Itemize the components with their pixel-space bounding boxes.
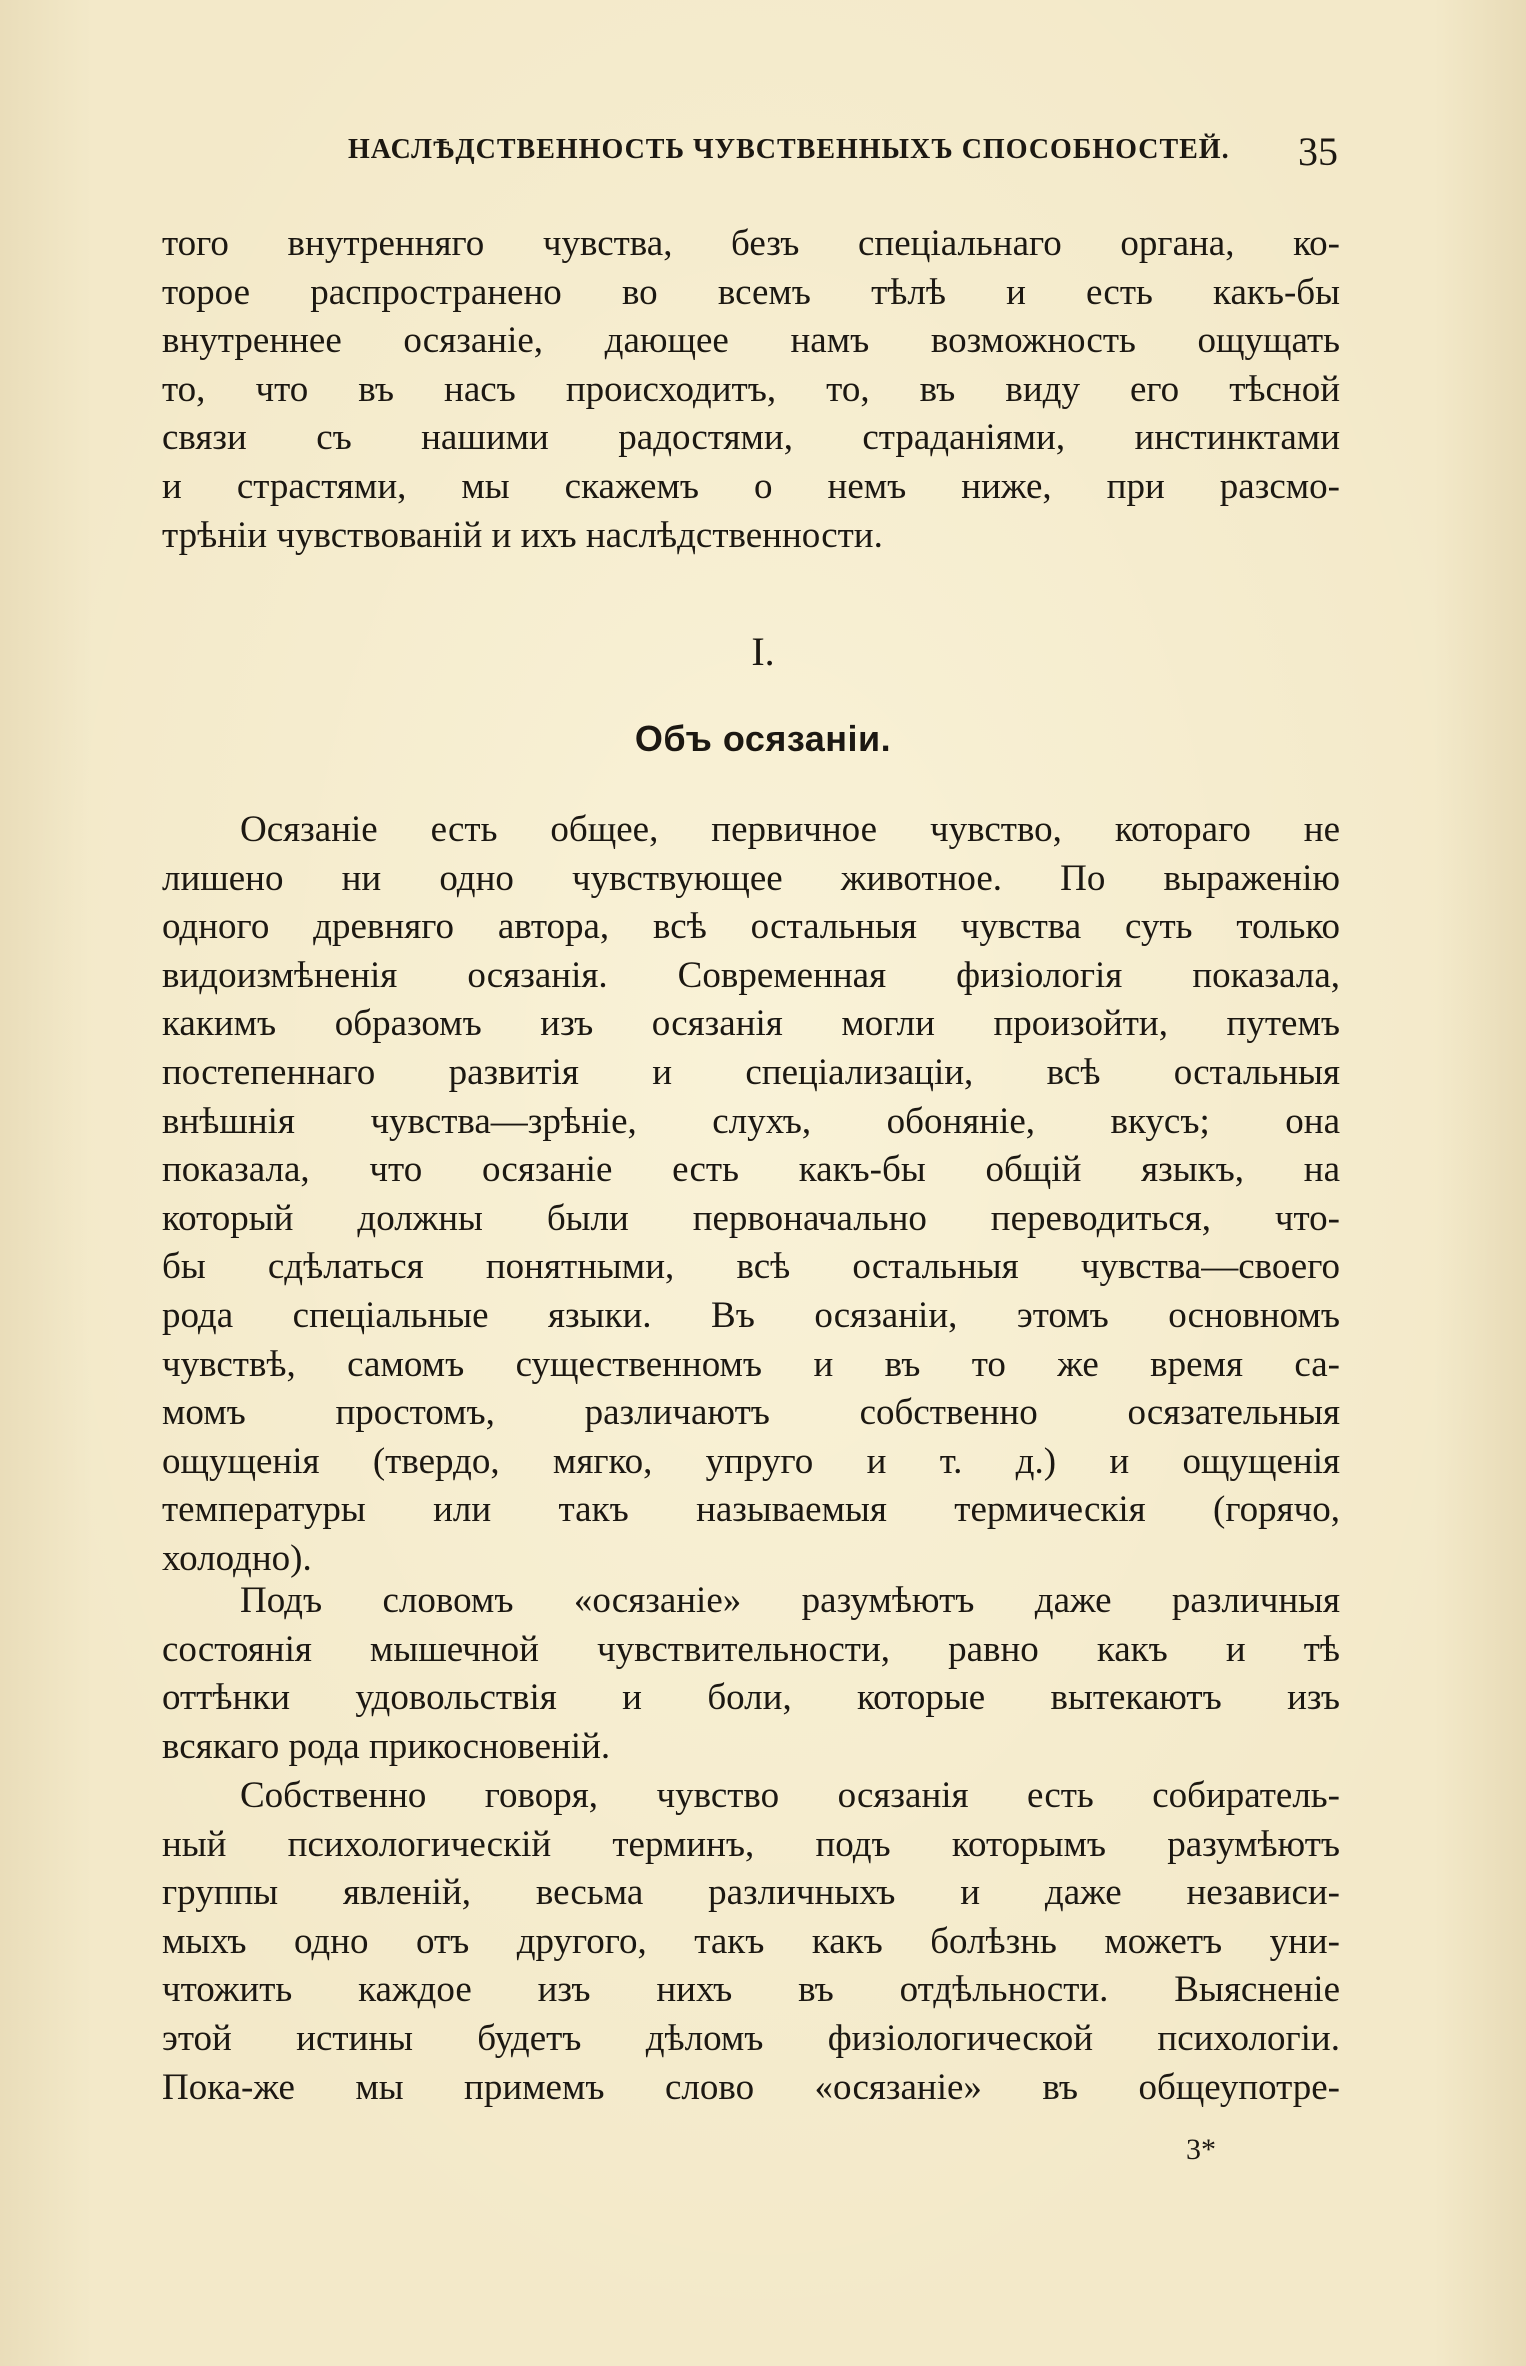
text-line: трѣніи чувствованій и ихъ наслѣдственности. <box>162 514 883 556</box>
text-line: температуры или такъ называемыя термическія (горячо, <box>162 1489 1340 1531</box>
text-line: Пока-же мы примемъ слово «осязаніе» въ общеупотре- <box>162 2066 1340 2108</box>
text-line: который должны были первоначально переводиться, что- <box>162 1197 1340 1239</box>
text-line: всякаго рода прикосновеній. <box>162 1725 611 1767</box>
paragraph-continued <box>162 220 1340 560</box>
paragraph <box>162 806 1340 1584</box>
paragraph <box>162 1772 1340 2112</box>
text-line: внѣшнія чувства—зрѣніе, слухъ, обоняніе, вкусъ; она <box>162 1100 1340 1142</box>
page-number: 35 <box>1298 129 1338 174</box>
text-line: момъ простомъ, различаютъ собственно осязательныя <box>162 1392 1340 1434</box>
text-line: и страстями, мы скажемъ о немъ ниже, при разсмо- <box>162 465 1340 507</box>
text-line: Подъ словомъ «осязаніе» разумѣютъ даже различныя <box>240 1580 1340 1621</box>
text-line: Осязаніе есть общее, первичное чувство, котораго не <box>240 809 1340 850</box>
text-line: одного древняго автора, всѣ остальныя чувства суть только <box>162 906 1340 948</box>
text-line: чтожить каждое изъ нихъ въ отдѣльности. Выясненіе <box>162 1969 1340 2011</box>
text-line: ощущенія (твердо, мягко, упруго и т. д.) и ощущенія <box>162 1440 1340 1482</box>
running-title: НАСЛѢДСТВЕННОСТЬ ЧУВСТВЕННЫХЪ СПОСОБНОСТЕЙ. <box>348 134 1230 165</box>
paragraph <box>162 1577 1340 1771</box>
text-line: Собственно говоря, чувство осязанія есть собиратель- <box>240 1775 1340 1816</box>
text-line: чувствѣ, самомъ существенномъ и въ то же время са- <box>162 1343 1340 1385</box>
text-line: холодно). <box>162 1537 312 1579</box>
text-line: мыхъ одно отъ другого, такъ какъ болѣзнь можетъ уни- <box>162 1920 1340 1962</box>
text-line: торое распространено во всемъ тѣлѣ и есть какъ-бы <box>162 271 1340 313</box>
printer-signature-mark: 3* <box>1186 2133 1216 2166</box>
text-line: лишено ни одно чувствующее животное. По выраженію <box>162 857 1340 899</box>
section-number: I. <box>751 629 775 674</box>
text-line: видоизмѣненія осязанія. Современная физіологія показала, <box>162 954 1340 996</box>
text-line: рода спеціальные языки. Въ осязаніи, этомъ основномъ <box>162 1294 1340 1336</box>
text-line: ный психологическій терминъ, подъ которымъ разумѣютъ <box>162 1823 1340 1865</box>
text-line: то, что въ насъ происходитъ, то, въ виду его тѣсной <box>162 368 1340 410</box>
running-head <box>348 128 1338 178</box>
text-line: бы сдѣлаться понятными, всѣ остальныя чувства—своего <box>162 1246 1340 1288</box>
text-line: оттѣнки удовольствія и боли, которые вытекаютъ изъ <box>162 1677 1340 1719</box>
text-line: постепеннаго развитія и спеціализаціи, всѣ остальныя <box>162 1051 1340 1093</box>
text-line: группы явленій, весьма различныхъ и даже независи- <box>162 1872 1340 1914</box>
section-title: Объ осязаніи. <box>634 718 892 759</box>
text-line: показала, что осязаніе есть какъ-бы общій языкъ, на <box>162 1149 1340 1191</box>
text-line: состоянія мышечной чувствительности, равно какъ и тѣ <box>162 1628 1340 1670</box>
text-line: того внутренняго чувства, безъ спеціальнаго органа, ко- <box>162 223 1340 264</box>
text-line: внутреннее осязаніе, дающее намъ возможность ощущать <box>162 320 1340 362</box>
text-line: этой истины будетъ дѣломъ физіологической психологіи. <box>162 2017 1340 2059</box>
text-line: какимъ образомъ изъ осязанія могли произойти, путемъ <box>162 1003 1340 1045</box>
text-line: связи съ нашими радостями, страданіями, инстинктами <box>162 417 1340 459</box>
